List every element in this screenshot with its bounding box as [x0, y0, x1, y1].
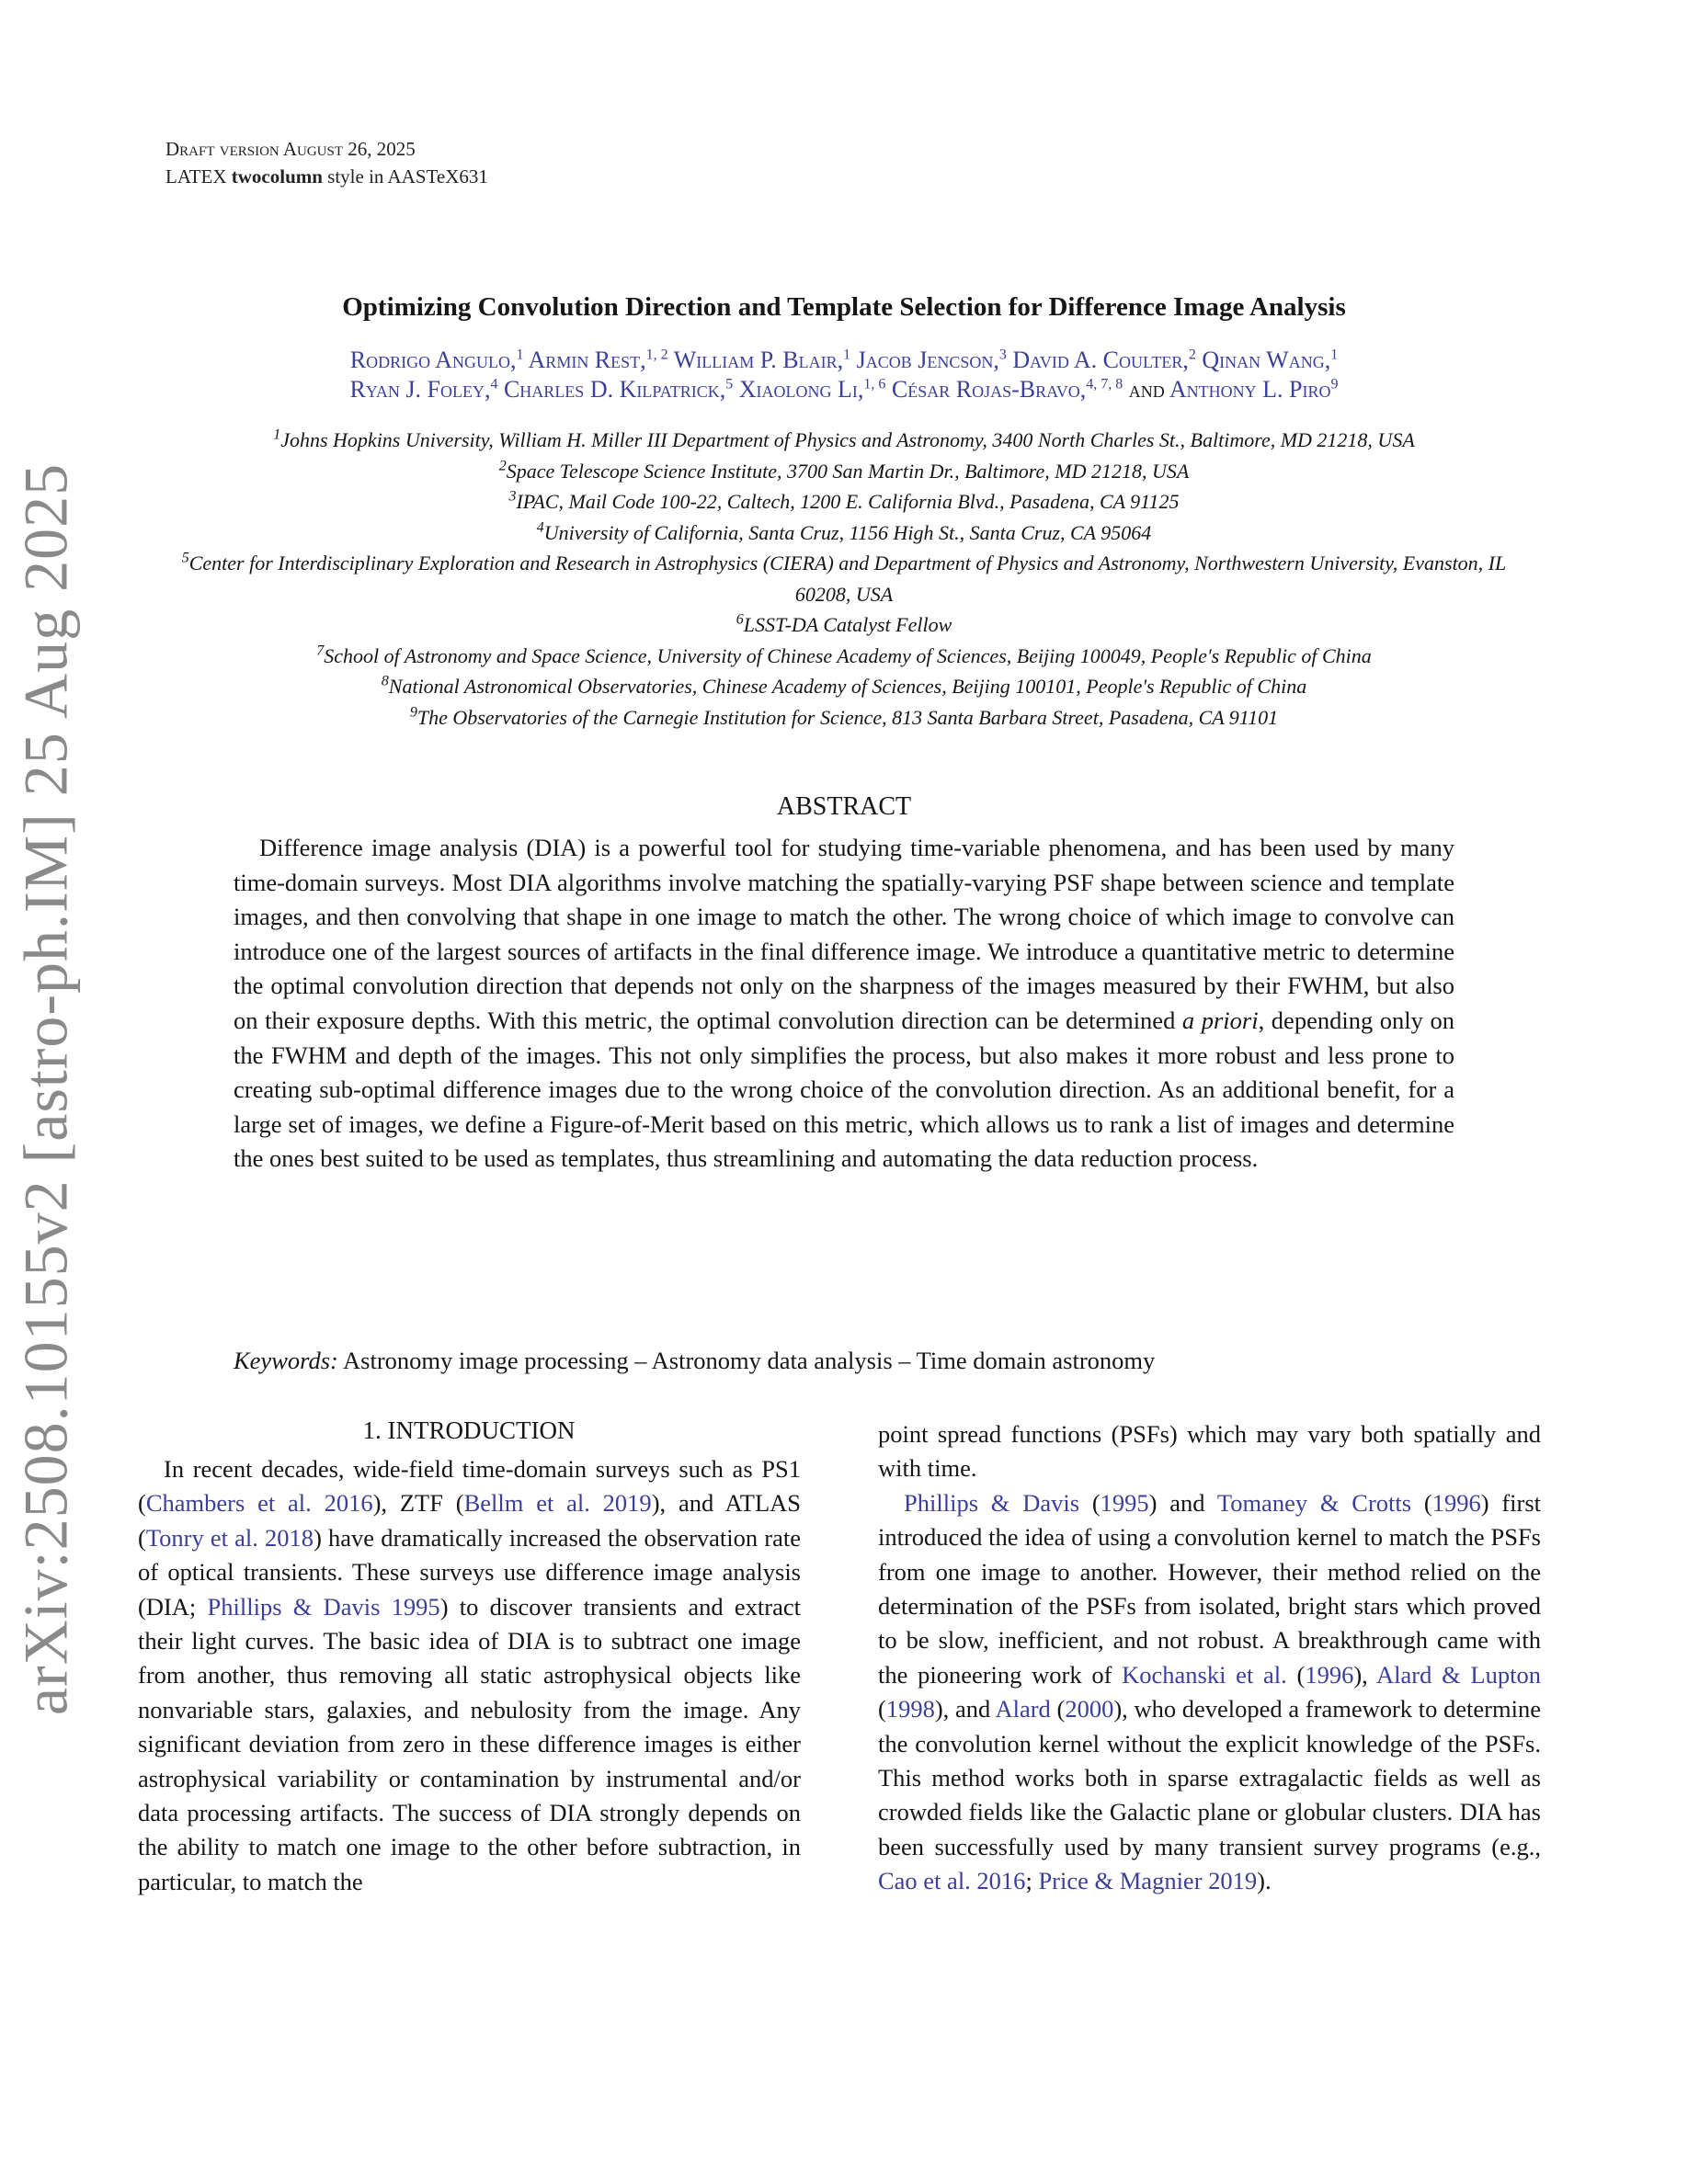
intro-paragraph-continued: point spread functions (PSFs) which may vary both spatially and with time.	[878, 1420, 1541, 1483]
typeset-suffix: style in AASTeX631	[322, 165, 488, 188]
affiliation: $^2$Space Telescope Science Institute, 3700 San Martin Dr., Baltimore, MD 21218, USA	[498, 458, 1190, 483]
affiliation: $^5$Center for Interdisciplinary Exploration and Research in Astrophysics (CIERA) and Department of Physics and Astronomy, Northwestern University, Evanston, IL 60208, USA	[181, 550, 1507, 606]
citation-link[interactable]: 1996	[1431, 1488, 1481, 1517]
author[interactable]: Ryan J. Foley,$^4$	[349, 376, 498, 403]
citation-link[interactable]: Kochanski et al.	[1122, 1660, 1287, 1689]
author[interactable]: William P. Blair,$^1$	[673, 347, 851, 373]
paper-title: Optimizing Convolution Direction and Template Selection for Difference Image Analysis	[342, 292, 1346, 322]
citation-link[interactable]: 1996	[1305, 1660, 1354, 1689]
citation-link[interactable]: Alard	[995, 1695, 1051, 1723]
citation-link[interactable]: Phillips & Davis	[904, 1488, 1080, 1517]
arxiv-sidebar	[9, 462, 83, 1716]
author[interactable]: Rodrigo Angulo,$^1$	[349, 347, 524, 373]
intro-paragraph-1: In recent decades, wide-field time-domain surveys such as PS1 (Chambers et al. 2016), ZTF (Bellm et al. 2019), and ATLAS (Tonry et al. 2018) have dramatically increased the observation rate of optical transients. These surveys use difference image analysis (DIA; Phillips & Davis 1995) to discover transients and extract their light curves. The basic idea of DIA is to subtract one image from another, thus removing all static astrophysical objects like nonvariable stars, galaxies, and nebulosity from the image. Any significant deviation from zero in these difference images is either astrophysical variability or contamination by instrumental and/or data processing artifacts. The success of DIA strongly depends on the ability to match one image to the other before subtraction, in particular, to match the	[138, 1455, 802, 1895]
citation-link[interactable]: Price & Magnier 2019	[1038, 1867, 1258, 1895]
right-column	[878, 1417, 1541, 1899]
author[interactable]: Qinan Wang,$^1$	[1202, 347, 1339, 373]
citation-link[interactable]: Tomaney & Crotts	[1216, 1488, 1412, 1517]
affiliation: $^4$University of California, Santa Cruz, 1156 High St., Santa Cruz, CA 95064	[536, 519, 1152, 544]
keywords-label: Keywords:	[234, 1347, 338, 1374]
citation-link[interactable]: 1995	[1100, 1488, 1149, 1517]
affiliation: $^8$National Astronomical Observatories, Chinese Academy of Sciences, Beijing 100101, People's Republic of China	[381, 673, 1307, 698]
intro-paragraph-2: Phillips & Davis (1995) and Tomaney & Crotts (1996) first introduced the idea of using a convolution kernel to match the PSFs from one image to another. However, their method relied on the determination of the PSFs from isolated, bright stars which proved to be slow, inefficient, and not robust. A breakthrough came with the pioneering work of Kochanski et al. (1996), Alard & Lupton (1998), and Alard (2000), who developed a framework to determine the convolution kernel without the explicit knowledge of the PSFs. This method works both in sparse extragalactic fields as well as crowded fields like the Galactic plane or globular clusters. DIA has been successfully used by many transient survey programs (e.g., Cao et al. 2016; Price & Magnier 2019).	[878, 1488, 1542, 1895]
section-heading: 1. INTRODUCTION	[362, 1416, 576, 1444]
affiliation: $^9$The Observatories of the Carnegie Institution for Science, 813 Santa Barbara Street, Pasadena, CA 91101	[409, 704, 1279, 729]
citation-link[interactable]: 1998	[885, 1695, 935, 1723]
author[interactable]: Anthony L. Piro$^9$	[1169, 376, 1339, 403]
affiliation: $^3$IPAC, Mail Code 100-22, Caltech, 1200 E. California Blvd., Pasadena, CA 91125	[508, 488, 1180, 513]
author[interactable]: David A. Coulter,$^2$	[1012, 347, 1196, 373]
left-column	[138, 1452, 801, 1899]
arxiv-identifier: arXiv:2508.10155v2 [astro-ph.IM] 25 Aug 2025	[10, 462, 81, 1716]
affiliation: $^7$School of Astronomy and Space Science, University of Chinese Academy of Sciences, Beijing 100049, People's Republic of China	[316, 643, 1372, 667]
citation-link[interactable]: Alard & Lupton	[1376, 1660, 1541, 1689]
abstract-heading: ABSTRACT	[776, 792, 912, 821]
abstract-body: Difference image analysis (DIA) is a powerful tool for studying time-variable phenomena, and has been used by many time-domain surveys. Most DIA algorithms involve matching the spatially-varying PSF shape between science and template images, and then convolving that shape in one image to match the other. The wrong choice of which image to convolve can introduce one of the largest sources of artifacts in the final difference image. We introduce a quantitative metric to determine the optimal convolution direction that depends not only on the sharpness of the images measured by their FWHM, but also on their exposure depths. With this metric, the optimal convolution direction can be determined a priori, depending only on the FWHM and depth of the images. This not only simplifies the process, but also makes it more robust and less prone to creating sub-optimal difference images due to the wrong choice of the convolution direction. As an additional benefit, for a large set of images, we define a Figure-of-Merit based on this metric, which allows us to rank a list of images and determine the ones best suited to be used as templates, thus streamlining and automating the data reduction process.	[234, 834, 1454, 1173]
citation-link[interactable]: Tonry et al. 2018	[145, 1523, 314, 1552]
keywords	[234, 1347, 1155, 1375]
authors-line-2	[138, 375, 1550, 404]
and-word: and	[1128, 376, 1165, 403]
author[interactable]: Armin Rest,$^{1, 2}$	[528, 347, 668, 373]
author[interactable]: Charles D. Kilpatrick,$^5$	[503, 376, 734, 403]
typeset-style: twocolumn	[231, 165, 323, 188]
author[interactable]: César Rojas-Bravo,$^{4, 7, 8}$	[891, 376, 1123, 403]
citation-link[interactable]: 2000	[1065, 1695, 1114, 1723]
affiliation: $^1$Johns Hopkins University, William H. Miller III Department of Physics and Astronomy, 3400 North Charles St., Baltimore, MD 21218, USA	[273, 427, 1415, 451]
draft-version-line: Draft version August 26, 2025	[165, 138, 416, 160]
typeset-line	[165, 165, 488, 188]
keywords-text: Astronomy image processing – Astronomy data analysis – Time domain astronomy	[337, 1347, 1156, 1374]
citation-link[interactable]: Bellm et al. 2019	[463, 1489, 652, 1518]
author[interactable]: Xiaolong Li,$^{1, 6}$	[738, 376, 886, 403]
authors-line-1	[138, 346, 1550, 375]
affiliation: $^6$LSST-DA Catalyst Fellow	[736, 611, 952, 636]
author[interactable]: Jacob Jencson,$^3$	[856, 347, 1007, 373]
affiliations	[129, 425, 1559, 733]
citation-link[interactable]: Cao et al. 2016	[878, 1867, 1026, 1895]
citation-link[interactable]: Phillips & Davis 1995	[207, 1592, 440, 1621]
latex-logo: LATEX	[165, 165, 227, 188]
citation-link[interactable]: Chambers et al. 2016	[145, 1489, 373, 1518]
